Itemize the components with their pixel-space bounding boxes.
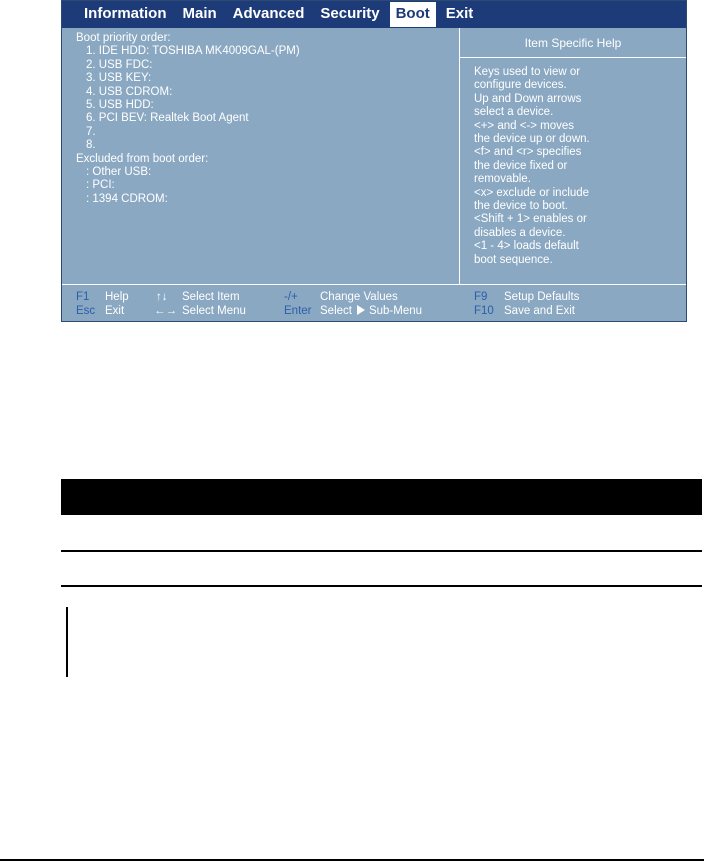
submenu-label: Sub-Menu [368, 305, 423, 317]
help-line: Up and Down arrows [474, 92, 582, 105]
help-line: <+> and <-> moves [474, 119, 575, 132]
menu-advanced[interactable]: Advanced [232, 5, 305, 22]
f1-key: F1 [76, 291, 90, 303]
help-line: <f> and <r> specifies [474, 146, 582, 159]
menu-main[interactable]: Main [182, 5, 217, 22]
boot-item-5[interactable]: 5. USB HDD: [86, 99, 154, 112]
boot-item-3[interactable]: 3. USB KEY: [86, 72, 152, 85]
help-line: select a device. [474, 106, 554, 119]
help-line: <1 - 4> loads default [474, 240, 579, 253]
help-line: <Shift + 1> enables or [474, 213, 587, 226]
key-legend-row-1 [62, 291, 686, 305]
help-line: Keys used to view or [474, 66, 581, 78]
up-down-arrows-icon: ↑↓ [156, 291, 168, 303]
menu-security[interactable]: Security [320, 5, 380, 22]
boot-order-panel [62, 28, 460, 284]
key-legend [62, 284, 686, 321]
help-text [460, 58, 686, 267]
help-line: configure devices. [474, 79, 567, 92]
menu-information[interactable]: Information [84, 5, 167, 22]
boot-item-2[interactable]: 2. USB FDC: [86, 58, 153, 71]
help-key-desc: Help [105, 291, 129, 303]
divider-line [61, 550, 702, 552]
help-line: removable. [474, 173, 531, 186]
select-menu-desc: Select Menu [182, 305, 246, 317]
key-legend-row-2 [62, 305, 686, 319]
page-bottom-rule [0, 859, 704, 861]
boot-item-7[interactable]: 7. [86, 125, 96, 138]
boot-item-6[interactable]: 6. PCI BEV: Realtek Boot Agent [86, 112, 249, 125]
excluded-heading: Excluded from boot order: [76, 152, 209, 165]
excluded-item-other-usb[interactable]: : Other USB: [86, 166, 152, 179]
boot-item-8[interactable]: 8. [86, 139, 96, 152]
boot-item-4[interactable]: 4. USB CDROM: [86, 85, 173, 98]
left-right-arrows-icon: ←→ [154, 305, 177, 317]
save-exit-desc: Save and Exit [504, 305, 575, 317]
note-side-bar [66, 607, 68, 677]
help-line: <x> exclude or include [474, 186, 590, 199]
section-header-bar [61, 479, 702, 515]
menu-boot[interactable]: Boot [390, 2, 436, 27]
play-triangle-icon [357, 305, 365, 315]
help-line: the device fixed or [474, 159, 568, 172]
change-values-desc: Change Values [320, 291, 398, 303]
f10-key: F10 [474, 305, 494, 317]
select-item-desc: Select Item [182, 291, 240, 303]
divider-line [61, 585, 702, 587]
exit-key-desc: Exit [105, 305, 125, 317]
help-line: the device up or down. [474, 133, 590, 146]
bios-screen [61, 0, 687, 322]
select-label: Select [320, 305, 352, 317]
setup-defaults-desc: Setup Defaults [504, 291, 580, 303]
excluded-item-1394-cdrom[interactable]: : 1394 CDROM: [86, 192, 168, 205]
menu-exit[interactable]: Exit [445, 5, 474, 22]
f9-key: F9 [474, 291, 488, 303]
help-line: boot sequence. [474, 253, 553, 266]
enter-key: Enter [284, 305, 312, 317]
help-panel [460, 28, 686, 284]
help-line: the device to boot. [474, 200, 568, 213]
select-submenu-desc [320, 305, 422, 317]
help-title: Item Specific Help [460, 28, 686, 58]
help-line: disables a device. [474, 226, 566, 239]
boot-priority-heading: Boot priority order: [76, 32, 171, 44]
excluded-item-pci[interactable]: : PCI: [86, 179, 115, 192]
minus-plus-key: -/+ [284, 291, 298, 303]
boot-item-1[interactable]: 1. IDE HDD: TOSHIBA MK4009GAL-(PM) [86, 45, 300, 58]
esc-key: Esc [76, 305, 96, 317]
menu-bar [62, 1, 686, 28]
